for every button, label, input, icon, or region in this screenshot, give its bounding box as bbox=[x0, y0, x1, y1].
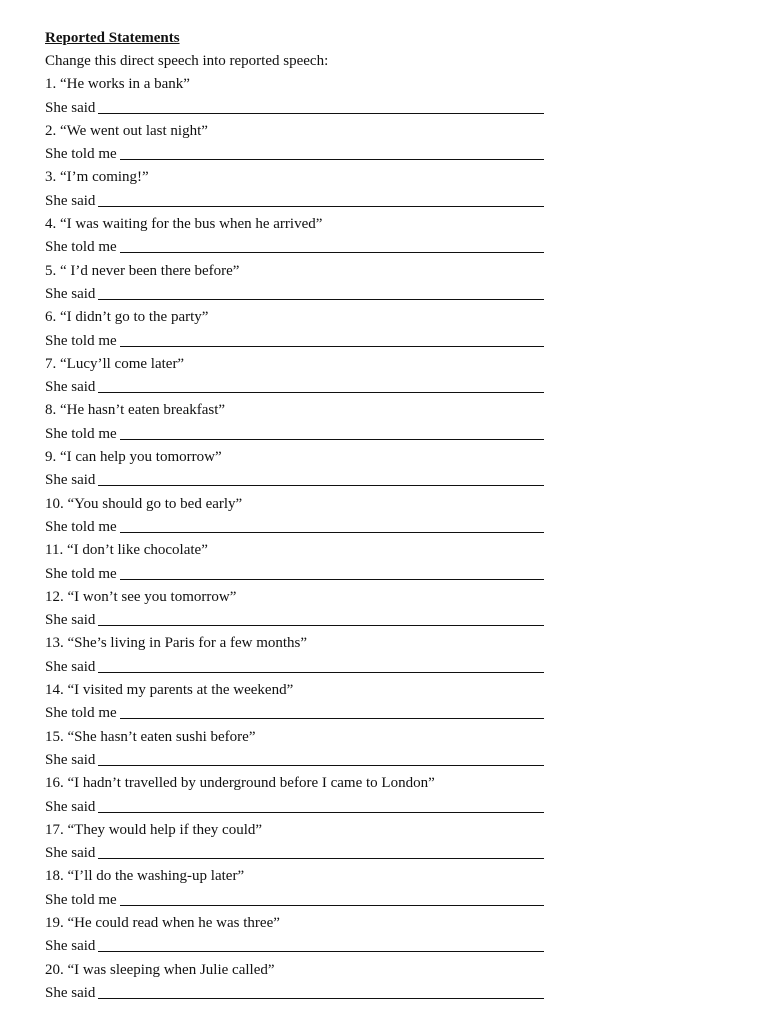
exercise-question: 10. “You should go to bed early” bbox=[45, 495, 243, 512]
answer-prompt: She told me bbox=[45, 239, 117, 256]
answer-row bbox=[45, 702, 544, 725]
answer-row bbox=[45, 97, 544, 120]
instruction-text: Change this direct speech into reported speech: bbox=[45, 53, 329, 69]
answer-row bbox=[45, 376, 544, 399]
answer-blank-line[interactable] bbox=[98, 192, 544, 207]
answer-row bbox=[45, 469, 544, 492]
answer-blank-line[interactable] bbox=[98, 378, 544, 393]
exercise-question: 6. “I didn’t go to the party” bbox=[45, 309, 209, 326]
answer-blank-line[interactable] bbox=[120, 145, 544, 160]
exercise-question: 1. “He works in a bank” bbox=[45, 76, 190, 93]
exercise-question: 16. “I hadn’t travelled by underground before I came to London” bbox=[45, 775, 435, 792]
answer-row bbox=[45, 842, 544, 865]
answer-row bbox=[45, 749, 544, 772]
exercise-question: 5. “ I’d never been there before” bbox=[45, 262, 240, 279]
exercise-question: 13. “She’s living in Paris for a few months” bbox=[45, 635, 308, 652]
answer-prompt: She told me bbox=[45, 518, 117, 535]
exercise-question: 18. “I’ll do the washing-up later” bbox=[45, 868, 245, 885]
answer-prompt: She said bbox=[45, 379, 96, 396]
worksheet bbox=[45, 27, 565, 1005]
exercise-question: 20. “I was sleeping when Julie called” bbox=[45, 961, 275, 978]
worksheet-title: Reported Statements bbox=[45, 30, 180, 46]
answer-prompt: She told me bbox=[45, 891, 117, 908]
exercise-question: 12. “I won’t see you tomorrow” bbox=[45, 588, 237, 605]
answer-prompt: She said bbox=[45, 285, 96, 302]
answer-row bbox=[45, 330, 544, 353]
answer-blank-line[interactable] bbox=[98, 99, 544, 114]
answer-prompt: She told me bbox=[45, 425, 117, 442]
exercise-question: 19. “He could read when he was three” bbox=[45, 914, 280, 931]
answer-prompt: She said bbox=[45, 938, 96, 955]
answer-blank-line[interactable] bbox=[120, 891, 544, 906]
answer-prompt: She said bbox=[45, 658, 96, 675]
exercise-list bbox=[45, 73, 565, 1005]
answer-blank-line[interactable] bbox=[120, 332, 544, 347]
answer-row bbox=[45, 516, 544, 539]
answer-prompt: She said bbox=[45, 612, 96, 629]
answer-row bbox=[45, 656, 544, 679]
answer-row bbox=[45, 236, 544, 259]
answer-blank-line[interactable] bbox=[120, 425, 544, 440]
answer-prompt: She said bbox=[45, 472, 96, 489]
answer-blank-line[interactable] bbox=[120, 238, 544, 253]
answer-blank-line[interactable] bbox=[98, 984, 544, 999]
answer-prompt: She said bbox=[45, 798, 96, 815]
exercise-question: 9. “I can help you tomorrow” bbox=[45, 449, 222, 466]
answer-blank-line[interactable] bbox=[98, 798, 544, 813]
answer-prompt: She said bbox=[45, 845, 96, 862]
exercise-question: 8. “He hasn’t eaten breakfast” bbox=[45, 402, 226, 419]
answer-prompt: She said bbox=[45, 751, 96, 768]
answer-prompt: She told me bbox=[45, 565, 117, 582]
answer-row bbox=[45, 190, 544, 213]
answer-prompt: She said bbox=[45, 192, 96, 209]
answer-row bbox=[45, 563, 544, 586]
answer-blank-line[interactable] bbox=[98, 658, 544, 673]
answer-row bbox=[45, 143, 544, 166]
answer-prompt: She said bbox=[45, 984, 96, 1001]
answer-row bbox=[45, 609, 544, 632]
answer-prompt: She told me bbox=[45, 332, 117, 349]
exercise-question: 11. “I don’t like chocolate” bbox=[45, 542, 208, 559]
answer-blank-line[interactable] bbox=[98, 937, 544, 952]
answer-row bbox=[45, 423, 544, 446]
answer-prompt: She told me bbox=[45, 146, 117, 163]
exercise-question: 3. “I’m coming!” bbox=[45, 169, 149, 186]
exercise-question: 7. “Lucy’ll come later” bbox=[45, 355, 185, 372]
answer-blank-line[interactable] bbox=[120, 518, 544, 533]
answer-blank-line[interactable] bbox=[120, 704, 544, 719]
exercise-question: 17. “They would help if they could” bbox=[45, 821, 263, 838]
answer-blank-line[interactable] bbox=[98, 844, 544, 859]
exercise-question: 14. “I visited my parents at the weekend” bbox=[45, 682, 294, 699]
answer-blank-line[interactable] bbox=[98, 285, 544, 300]
exercise-question: 4. “I was waiting for the bus when he arrived” bbox=[45, 216, 323, 233]
exercise-question: 2. “We went out last night” bbox=[45, 122, 208, 139]
answer-row bbox=[45, 982, 544, 1005]
answer-blank-line[interactable] bbox=[98, 611, 544, 626]
exercise-question: 15. “She hasn’t eaten sushi before” bbox=[45, 728, 256, 745]
answer-row bbox=[45, 796, 544, 819]
answer-row bbox=[45, 889, 544, 912]
answer-row bbox=[45, 935, 544, 958]
answer-blank-line[interactable] bbox=[98, 751, 544, 766]
answer-prompt: She told me bbox=[45, 705, 117, 722]
answer-blank-line[interactable] bbox=[98, 471, 544, 486]
answer-row bbox=[45, 283, 544, 306]
answer-prompt: She said bbox=[45, 99, 96, 116]
answer-blank-line[interactable] bbox=[120, 565, 544, 580]
